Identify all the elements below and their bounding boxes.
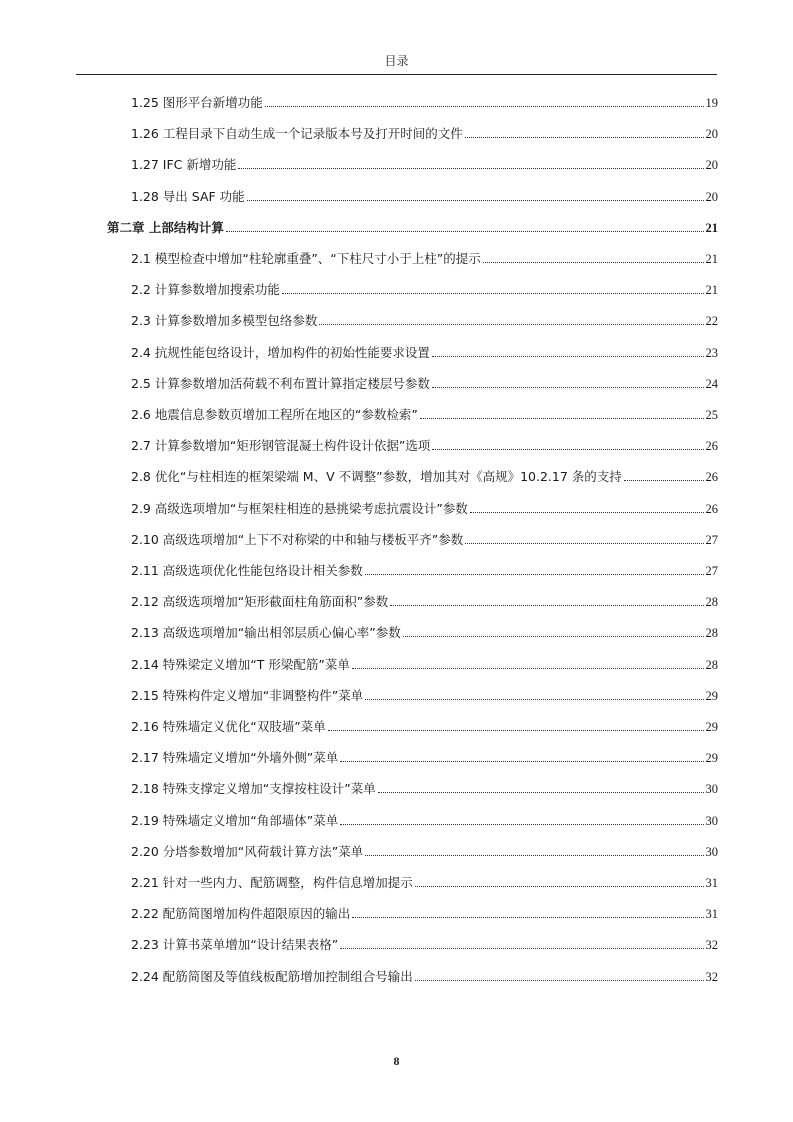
toc-entry-title: 1.27 IFC 新增功能 [131,157,237,173]
toc-entry-title: 2.21 针对一些内力、配筋调整，构件信息增加提示 [131,875,413,890]
toc-dot-leader [432,356,704,357]
toc-dot-leader [415,980,704,981]
toc-entry-page: 29 [705,720,718,734]
toc-entry[interactable] [131,497,718,517]
toc-entry-page: 31 [705,876,718,890]
toc-entry[interactable] [131,278,718,298]
toc-dot-leader [319,324,703,325]
toc-entry[interactable] [131,341,718,361]
toc-entry-page: 22 [705,314,718,329]
toc-entry-title: 2.11 高级选项优化性能包络设计相关参数 [131,563,363,578]
page-header-title: 目录 [384,54,409,68]
toc-entry-page: 20 [705,189,718,204]
toc-entry-page: 23 [705,345,718,360]
toc-entry-page: 26 [705,501,718,516]
toc-entry-title: 2.17 特殊墙定义增加“外墙外侧”菜单 [131,750,339,766]
toc-entry[interactable] [131,185,718,205]
toc-entry-title: 2.7 计算参数增加“矩形钢管混凝土构件设计依据”选项 [131,438,431,454]
toc-entry[interactable] [131,809,718,829]
toc-dot-leader [352,668,704,669]
toc-dot-leader [238,168,703,169]
toc-entry-title: 2.1 模型检查中增加“柱轮廓重叠”、“下柱尺寸小于上柱”的提示 [131,251,481,266]
toc-dot-leader [403,636,704,637]
toc-entry-title: 2.23 计算书菜单增加“设计结果表格” [131,937,339,953]
toc-entry-title: 2.9 高级选项增加“与框架柱相连的悬挑梁考虑抗震设计”参数 [131,500,468,516]
toc-entry-page: 28 [705,595,718,610]
toc-entry-title: 2.24 配筋简图及等值线板配筋增加控制组合号输出 [131,968,413,984]
toc-entry-page: 28 [705,657,718,672]
toc-entry-title: 2.16 特殊墙定义优化“双肢墙”菜单 [131,719,326,734]
toc-entry[interactable] [131,902,718,922]
toc-dot-leader [420,418,704,419]
toc-dot-leader [340,824,703,825]
toc-dot-leader [365,699,703,700]
toc-entry-page: 29 [705,688,718,703]
toc-dot-leader [432,449,703,450]
toc-entry-page: 29 [705,751,718,766]
toc-dot-leader [378,792,704,793]
toc-entry-title: 2.18 特殊支撑定义增加“支撑按柱设计”菜单 [131,781,376,797]
toc-entry-page: 20 [705,158,718,173]
toc-entry-title: 2.13 高级选项增加“输出相邻层质心偏心率”参数 [131,625,401,641]
toc-entry-page: 31 [705,907,718,922]
toc-entry-title: 2.3 计算参数增加多模型包络参数 [131,313,318,329]
toc-entry[interactable] [131,840,718,860]
toc-chapter-entry[interactable] [107,216,718,236]
toc-entry-page: 30 [705,782,718,797]
toc-dot-leader [265,106,704,107]
page-number: 8 [393,1054,400,1068]
toc-entry[interactable] [131,715,718,735]
toc-entry-title: 第二章 上部结构计算 [107,219,224,235]
toc-entry-title: 2.19 特殊墙定义增加“角部墙体”菜单 [131,812,339,828]
toc-dot-leader [483,262,704,263]
toc-dot-leader [624,480,704,481]
toc-entry-page: 28 [705,626,718,641]
toc-entry[interactable] [131,372,718,392]
toc-entry-title: 2.8 优化“与柱相连的框架梁端 M、V 不调整”参数，增加其对《高规》10.2.17 条的支持 [131,469,622,485]
toc-entry-page: 26 [705,470,718,485]
toc-entry-page: 27 [705,564,718,578]
toc-entry-page: 21 [705,252,718,266]
toc-entry-title: 2.22 配筋简图增加构件超限原因的输出 [131,906,351,922]
toc-dot-leader [470,512,704,513]
toc-dot-leader [365,855,703,856]
toc-entry-title: 2.14 特殊梁定义增加“T 形梁配筋”菜单 [131,656,350,672]
toc-dot-leader [415,886,704,887]
toc-entry[interactable] [131,777,718,797]
toc-entry-page: 30 [705,844,718,859]
toc-entry-title: 1.28 导出 SAF 功能 [131,188,245,204]
toc-entry[interactable] [131,746,718,766]
toc-entry[interactable] [131,965,718,985]
toc-dot-leader [226,231,704,232]
toc-dot-leader [247,200,704,201]
toc-entry[interactable] [131,309,718,329]
toc-entry-title: 2.2 计算参数增加搜索功能 [131,282,280,298]
toc-entry[interactable] [131,871,718,891]
toc-entry-title: 2.12 高级选项增加“矩形截面柱角筋面积”参数 [131,594,389,610]
toc-dot-leader [465,137,704,138]
toc-entry[interactable] [131,122,718,142]
toc-entry-title: 2.4 抗规性能包络设计，增加构件的初始性能要求设置 [131,344,430,360]
toc-dot-leader [352,917,703,918]
toc-entry-page: 24 [705,376,718,391]
toc-entry-page: 21 [705,283,718,298]
toc-entry[interactable] [131,590,718,610]
toc-entry[interactable] [131,153,718,173]
toc-entry[interactable] [131,403,718,423]
toc-entry-title: 1.26 工程目录下自动生成一个记录版本号及打开时间的文件 [131,126,463,142]
toc-dot-leader [365,574,704,575]
toc-entry[interactable] [131,621,718,641]
toc-entry-page: 27 [705,532,718,547]
toc-entry[interactable] [131,559,718,579]
toc-entry-page: 20 [705,127,718,142]
toc-entry[interactable] [131,91,718,111]
toc-entry-title: 2.10 高级选项增加“上下不对称梁的中和轴与楼板平齐”参数 [131,531,464,547]
toc-entry-page: 19 [705,96,718,110]
toc-entry[interactable] [131,465,718,485]
toc-entry-title: 2.6 地震信息参数页增加工程所在地区的“参数检索” [131,407,418,422]
toc-dot-leader [340,761,703,762]
toc-entry-page: 21 [705,220,718,235]
toc-entry[interactable] [131,434,718,454]
toc-dot-leader [328,730,704,731]
toc-dot-leader [282,293,704,294]
toc-entry-page: 32 [705,969,718,984]
toc-entry-title: 2.15 特殊构件定义增加“非调整构件”菜单 [131,687,364,703]
toc-entry[interactable] [131,933,718,953]
toc-entry-page: 32 [705,938,718,953]
toc-entry-page: 30 [705,813,718,828]
toc-entry[interactable] [131,684,718,704]
toc-entry-title: 2.5 计算参数增加活荷载不利布置计算指定楼层号参数 [131,375,430,391]
toc-entry[interactable] [131,247,718,267]
toc-entry-page: 26 [705,439,718,454]
toc-entry[interactable] [131,528,718,548]
toc-entry-title: 2.20 分塔参数增加“风荷载计算方法”菜单 [131,843,364,859]
toc-dot-leader [340,948,703,949]
toc-dot-leader [465,543,703,544]
toc-entry-page: 25 [705,408,718,422]
toc-dot-leader [390,605,703,606]
toc-entry[interactable] [131,653,718,673]
toc-dot-leader [432,387,704,388]
toc-entry-title: 1.25 图形平台新增功能 [131,95,263,110]
header-divider [76,74,717,75]
